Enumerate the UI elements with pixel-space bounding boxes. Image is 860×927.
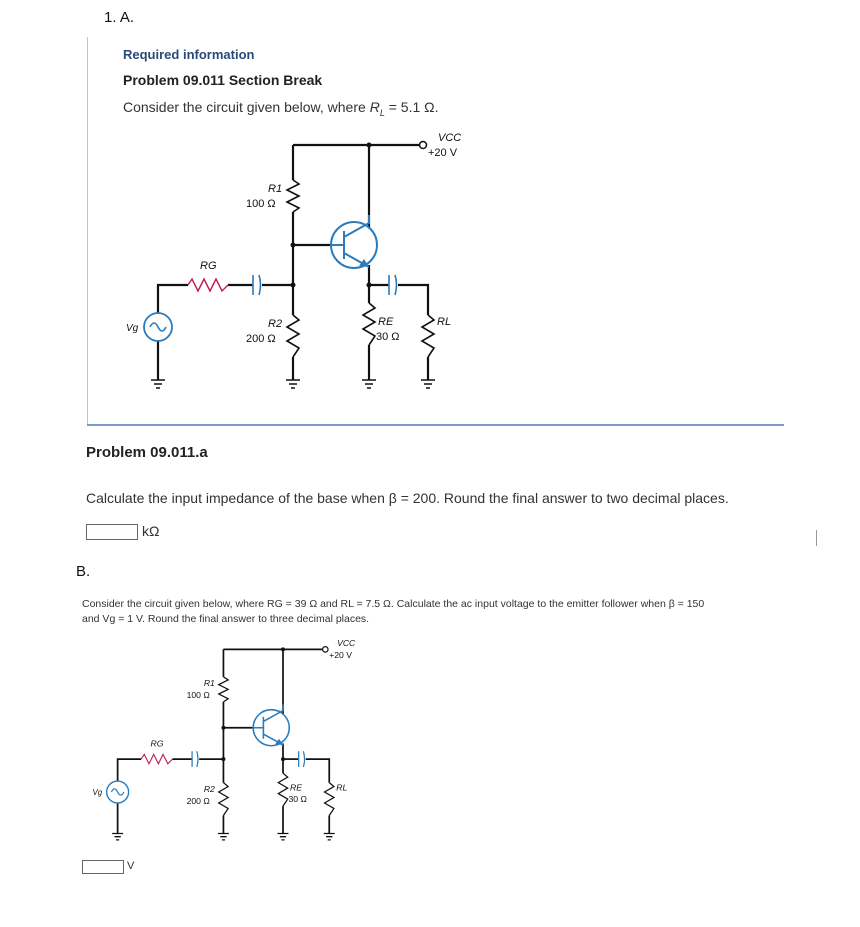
section-break-title: Problem 09.011 Section Break	[123, 72, 323, 88]
rg-label: RG	[200, 260, 217, 272]
rl-label: RL	[437, 316, 452, 328]
re-value: 30 Ω	[288, 794, 307, 805]
vcc-value: +20 V	[329, 649, 352, 660]
part-a-intro	[123, 99, 439, 118]
problem-title: Problem 09.011.a	[86, 444, 208, 461]
vcc-value: +20 V	[428, 147, 458, 159]
part-b-question-line1: Consider the circuit given below, where RG = 39 Ω and RL = 7.5 Ω. Calculate the ac input voltage to the emitter follower when β = 150	[82, 598, 705, 610]
re-label: RE	[290, 782, 303, 793]
ground-symbols	[151, 380, 435, 388]
intro-rl-sub: L	[379, 107, 385, 118]
r2-label: R2	[268, 318, 283, 330]
r1-label: R1	[203, 678, 215, 689]
part-b-answer-input[interactable]	[82, 860, 124, 874]
node-dot	[281, 757, 285, 761]
r2-resistor	[287, 315, 299, 357]
part-a-answer-unit: kΩ	[142, 523, 160, 539]
part-a-answer-input[interactable]	[86, 524, 138, 540]
r1-resistor	[287, 180, 299, 212]
re-resistor	[278, 773, 287, 806]
rl-label: RL	[336, 782, 348, 793]
vcc-label: VCC	[438, 132, 462, 144]
r2-value: 200 Ω	[246, 333, 276, 345]
vg-label: Vg	[126, 323, 139, 334]
capacitor-output	[299, 751, 305, 767]
part-a-question: Calculate the input impedance of the base when β = 200. Round the final answer to two decimal places.	[86, 490, 729, 506]
vcc-label: VCC	[337, 638, 356, 649]
intro-rl: R	[369, 99, 380, 115]
r1-resistor	[219, 677, 228, 702]
node-dot	[367, 143, 372, 148]
capacitor-input	[253, 275, 261, 295]
node-dot	[367, 283, 372, 288]
vg-label: Vg	[92, 788, 103, 798]
rg-resistor	[141, 754, 172, 763]
rl-resistor	[325, 783, 334, 816]
re-value: 30 Ω	[376, 331, 400, 343]
node-dot	[281, 647, 285, 651]
vcc-terminal	[420, 142, 427, 149]
re-label: RE	[378, 316, 394, 328]
part-b-question-line2: and Vg = 1 V. Round the final answer to three decimal places.	[82, 613, 370, 625]
rg-resistor	[188, 279, 228, 291]
capacitor-input	[192, 751, 198, 767]
part-a-label: 1. A.	[104, 9, 135, 26]
required-information-heading: Required information	[123, 47, 255, 62]
rg-label: RG	[150, 738, 164, 749]
part-b-label: B.	[76, 563, 91, 580]
intro-prefix: Consider the circuit given below, where	[123, 99, 370, 115]
r2-value: 200 Ω	[186, 795, 210, 806]
part-b-answer-unit: V	[127, 860, 135, 872]
info-box-divider	[87, 424, 784, 426]
rl-resistor	[422, 315, 434, 357]
scroll-indicator	[816, 530, 817, 546]
r1-value: 100 Ω	[186, 689, 210, 700]
node-dot	[291, 283, 296, 288]
node-dot	[291, 243, 296, 248]
re-resistor	[363, 303, 375, 345]
circuit-diagram-a	[110, 125, 480, 395]
info-box-left-border	[87, 37, 88, 425]
r2-resistor	[219, 783, 228, 816]
r1-value: 100 Ω	[246, 198, 276, 210]
vcc-terminal	[323, 647, 328, 652]
circuit-diagram-b	[80, 632, 370, 847]
ground-symbols	[112, 834, 335, 840]
r2-label: R2	[203, 784, 215, 795]
intro-suffix: = 5.1 Ω.	[384, 99, 439, 115]
r1-label: R1	[268, 183, 283, 195]
node-dot	[221, 726, 225, 730]
capacitor-output	[389, 275, 397, 295]
node-dot	[221, 757, 225, 761]
